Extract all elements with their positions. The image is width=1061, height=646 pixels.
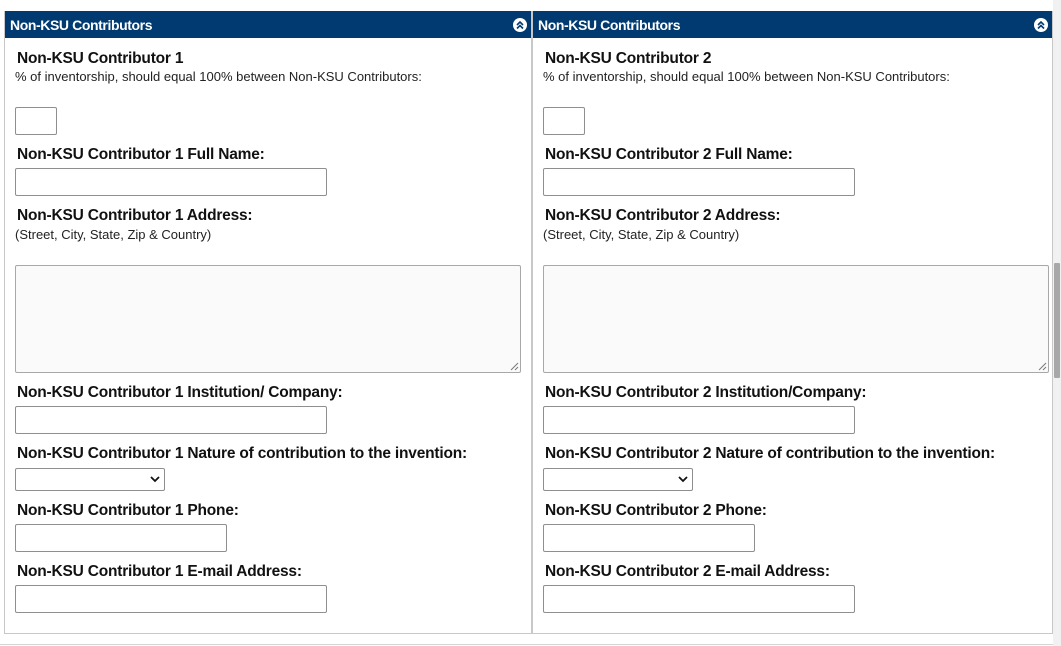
institution-label: Non-KSU Contributor 2 Institution/Company:	[545, 384, 867, 401]
phone-input[interactable]	[543, 524, 755, 552]
address-hint: (Street, City, State, Zip & Country)	[543, 227, 740, 242]
address-label: Non-KSU Contributor 2 Address:	[545, 207, 781, 224]
inventorship-hint: % of inventorship, should equal 100% between Non-KSU Contributors:	[15, 69, 422, 84]
nature-select[interactable]	[15, 468, 165, 491]
chevron-down-icon	[678, 476, 688, 483]
institution-label: Non-KSU Contributor 1 Institution/ Company:	[17, 384, 343, 401]
nature-label: Non-KSU Contributor 1 Nature of contribution to the invention:	[17, 445, 467, 462]
divider	[0, 644, 1053, 645]
address-hint: (Street, City, State, Zip & Country)	[15, 227, 212, 242]
full-name-input[interactable]	[543, 168, 855, 196]
contributor-title: Non-KSU Contributor 2	[545, 50, 712, 67]
contributor-1-panel	[4, 11, 532, 634]
collapse-button[interactable]	[1034, 18, 1048, 32]
double-chevron-up-icon	[515, 20, 525, 30]
inventorship-hint: % of inventorship, should equal 100% between Non-KSU Contributors:	[543, 69, 950, 84]
full-name-label: Non-KSU Contributor 1 Full Name:	[17, 146, 265, 163]
panel-header-title: Non-KSU Contributors	[538, 16, 681, 33]
institution-input[interactable]	[543, 406, 855, 434]
email-input[interactable]	[543, 585, 855, 613]
address-label: Non-KSU Contributor 1 Address:	[17, 207, 253, 224]
phone-input[interactable]	[15, 524, 227, 552]
panel-header-title: Non-KSU Contributors	[10, 16, 153, 33]
resize-handle-icon[interactable]	[510, 362, 519, 371]
inventorship-percent-input[interactable]	[543, 107, 585, 135]
resize-handle-icon[interactable]	[1038, 362, 1047, 371]
inventorship-percent-input[interactable]	[15, 107, 57, 135]
phone-label: Non-KSU Contributor 1 Phone:	[17, 502, 239, 519]
phone-label: Non-KSU Contributor 2 Phone:	[545, 502, 767, 519]
email-input[interactable]	[15, 585, 327, 613]
nature-select[interactable]	[543, 468, 693, 491]
chevron-down-icon	[150, 476, 160, 483]
panel-header	[533, 11, 1052, 38]
full-name-input[interactable]	[15, 168, 327, 196]
address-textarea[interactable]	[15, 265, 521, 373]
email-label: Non-KSU Contributor 2 E-mail Address:	[545, 563, 830, 580]
collapse-button[interactable]	[513, 18, 527, 32]
contributor-2-panel	[532, 11, 1053, 634]
address-textarea[interactable]	[543, 265, 1049, 373]
double-chevron-up-icon	[1036, 20, 1046, 30]
nature-label: Non-KSU Contributor 2 Nature of contribution to the invention:	[545, 445, 995, 462]
contributor-title: Non-KSU Contributor 1	[17, 50, 184, 67]
panel-header	[5, 11, 531, 38]
email-label: Non-KSU Contributor 1 E-mail Address:	[17, 563, 302, 580]
institution-input[interactable]	[15, 406, 327, 434]
full-name-label: Non-KSU Contributor 2 Full Name:	[545, 146, 793, 163]
scrollbar-thumb[interactable]	[1054, 263, 1060, 378]
